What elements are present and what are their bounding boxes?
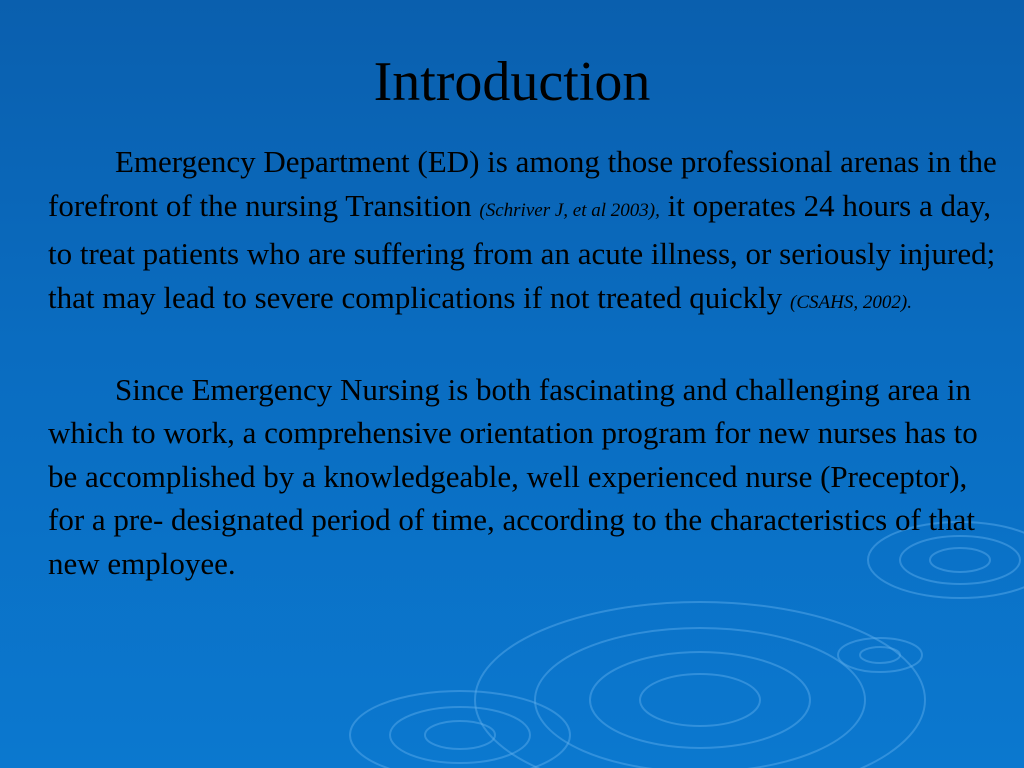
- slide-body: [48, 140, 998, 585]
- paragraph-orientation: [48, 368, 998, 586]
- paragraph-text: Emergency Department (ED) is among those professional arenas in the forefront of the nursing Transition: [48, 144, 997, 223]
- paragraph-ed-intro: [48, 140, 998, 324]
- slide-title: Introduction: [373, 51, 651, 113]
- citation-csahs: (CSAHS, 2002).: [790, 291, 912, 313]
- paragraph-text: Since Emergency Nursing is both fascinating and challenging area in which to work, a comprehensive orientation program for new nurses has to be accomplished by a knowledgeable, well experienced nurse (Preceptor), for a pre- designated period of time, according to the characteristics of that new employee.: [48, 371, 978, 581]
- citation-schriver: (Schriver J, et al 2003),: [479, 199, 660, 221]
- paragraph-text: it operates 24 hours a day, to treat patients who are suffering from an acute illness, or seriously injured; that may lead to severe complications if not treated quickly: [48, 187, 996, 315]
